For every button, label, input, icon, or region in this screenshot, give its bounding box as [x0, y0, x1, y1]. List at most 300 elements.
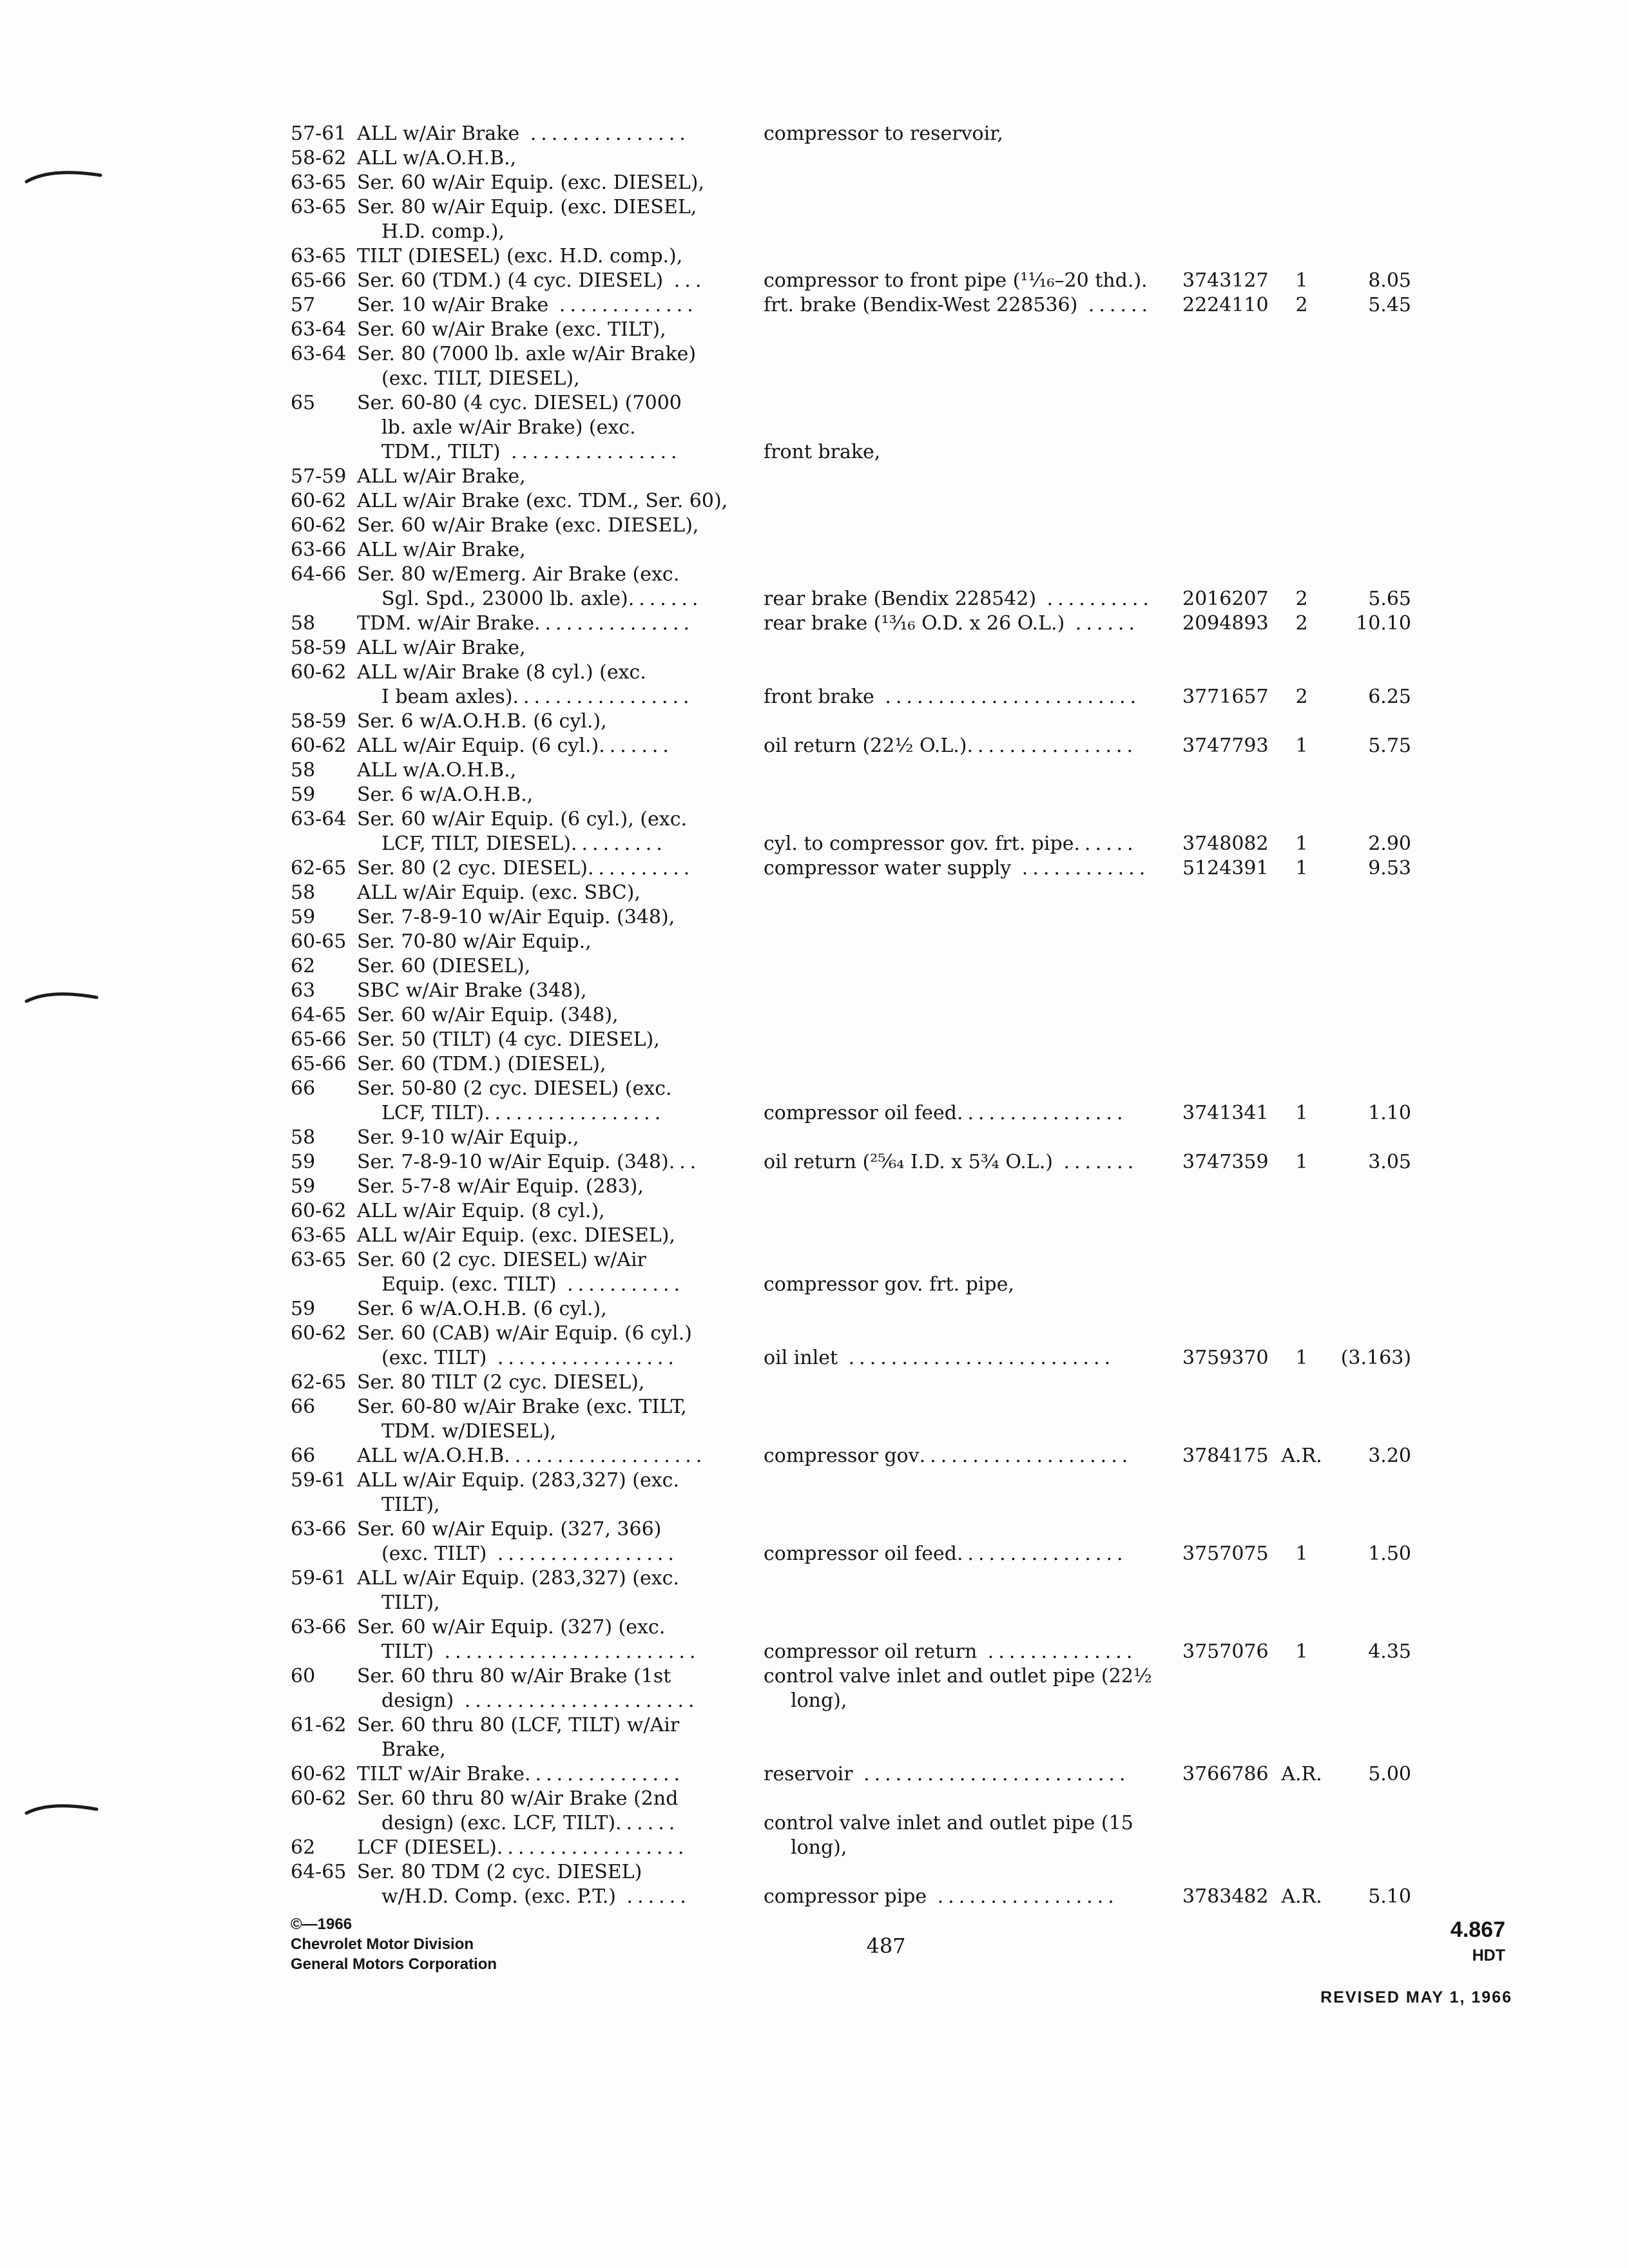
part-number: 3747793 — [1182, 735, 1269, 757]
part-number: 5124391 — [1182, 857, 1269, 879]
model-year: 60-62 — [291, 1200, 347, 1222]
part-name: compressor oil feed................ — [764, 1542, 1128, 1565]
copyright-notice: ©—1966 — [291, 1916, 352, 1933]
table-row — [0, 930, 1629, 954]
vehicle-application: TILT (DIESEL) (exc. H.D. comp.), — [357, 245, 683, 267]
part-name: oil return (²⁵⁄₆₄ I.D. x 5¾ O.L.) ....... — [764, 1151, 1139, 1173]
table-row — [0, 269, 1629, 293]
table-row — [0, 1640, 1629, 1664]
table-row — [0, 954, 1629, 979]
model-year: 58-59 — [291, 710, 347, 733]
dot-leader: .......... — [1036, 588, 1153, 610]
model-year: 60-62 — [291, 661, 347, 684]
table-row — [0, 1297, 1629, 1321]
table-row — [0, 1175, 1629, 1199]
vehicle-application: LCF (DIESEL).................. — [357, 1836, 689, 1859]
table-row — [0, 709, 1629, 734]
model-year: 60-62 — [291, 1787, 347, 1810]
dot-leader: ........................ — [874, 686, 1141, 708]
dot-leader: ............... — [534, 612, 695, 635]
table-row — [0, 807, 1629, 832]
table-row — [0, 318, 1629, 342]
dot-leader: ......... — [570, 832, 667, 855]
table-row — [0, 832, 1629, 856]
part-name: control valve inlet and outlet pipe (15 — [764, 1812, 1133, 1834]
model-year: 65-66 — [291, 1028, 347, 1051]
dot-leader: ................. — [484, 1102, 666, 1124]
publisher-division: Chevrolet Motor Division — [291, 1936, 474, 1953]
vehicle-application: ALL w/Air Equip. (8 cyl.), — [357, 1200, 605, 1222]
model-year: 57-61 — [291, 122, 347, 145]
dot-leader: ................ — [956, 1102, 1128, 1124]
vehicle-application-continued: w/H.D. Comp. (exc. P.T.) ...... — [381, 1885, 691, 1908]
model-year: 58 — [291, 881, 316, 904]
table-row — [0, 1591, 1629, 1615]
table-row — [0, 538, 1629, 562]
vehicle-application: Ser. 5-7-8 w/Air Equip. (283), — [357, 1175, 644, 1198]
model-year: 64-65 — [291, 1861, 347, 1883]
model-year: 63-65 — [291, 196, 347, 218]
vehicle-application-continued: lb. axle w/Air Brake) (exc. — [381, 416, 636, 439]
dot-leader: ................... — [504, 1445, 707, 1467]
model-year: 60-62 — [291, 735, 347, 757]
table-row — [0, 587, 1629, 611]
vehicle-application: Ser. 10 w/Air Brake ............. — [357, 294, 698, 316]
table-row — [0, 1346, 1629, 1370]
part-number: 3743127 — [1182, 269, 1269, 292]
part-name: compressor gov. frt. pipe, — [764, 1273, 1014, 1296]
vehicle-application: Ser. 80 (7000 lb. axle w/Air Brake) — [357, 343, 697, 365]
quantity: 1 — [1295, 735, 1308, 757]
dot-leader: ................ — [956, 1542, 1128, 1565]
model-year: 66 — [291, 1396, 316, 1418]
table-row — [0, 1101, 1629, 1126]
quantity: 1 — [1295, 1347, 1308, 1369]
table-row — [0, 122, 1629, 146]
model-year: 60-62 — [291, 1763, 347, 1785]
vehicle-application-continued: TILT) ........................ — [381, 1640, 700, 1663]
model-year: 60-62 — [291, 514, 347, 537]
model-year: 59-61 — [291, 1567, 347, 1590]
model-year: 62 — [291, 1836, 316, 1859]
table-row — [0, 660, 1629, 685]
vehicle-application: Ser. 6 w/A.O.H.B., — [357, 783, 534, 806]
list-price: 8.05 — [1368, 269, 1411, 292]
table-row — [0, 636, 1629, 660]
table-row — [0, 146, 1629, 171]
model-year: 63-66 — [291, 539, 347, 561]
quantity: A.R. — [1281, 1885, 1322, 1908]
vehicle-application: Ser. 50-80 (2 cyc. DIESEL) (exc. — [357, 1077, 672, 1100]
part-name: control valve inlet and outlet pipe (22½ — [764, 1665, 1152, 1687]
vehicle-application-continued: TILT), — [381, 1591, 440, 1614]
vehicle-application: TDM. w/Air Brake............... — [357, 612, 695, 635]
list-price: 1.10 — [1368, 1102, 1411, 1124]
table-row — [0, 1395, 1629, 1419]
dot-leader: ............. — [548, 294, 698, 316]
table-row — [0, 1811, 1629, 1836]
part-name-continued: long), — [791, 1836, 847, 1859]
part-name: compressor to front pipe (¹¹⁄₁₆–20 thd.). — [764, 269, 1148, 292]
vehicle-application: Ser. 60 thru 80 w/Air Brake (2nd — [357, 1787, 679, 1810]
model-year: 60 — [291, 1665, 316, 1687]
vehicle-application: Ser. 6 w/A.O.H.B. (6 cyl.), — [357, 1298, 607, 1320]
table-row — [0, 1566, 1629, 1591]
table-row — [0, 783, 1629, 807]
part-name: oil inlet ......................... — [764, 1347, 1115, 1369]
part-name: rear brake (Bendix 228542) .......... — [764, 588, 1153, 610]
part-name: oil return (22½ O.L.)................ — [764, 735, 1138, 757]
model-year: 62 — [291, 955, 316, 977]
model-year: 58 — [291, 759, 316, 782]
vehicle-application: Ser. 60 w/Air Equip. (327, 366) — [357, 1518, 662, 1541]
section-code: HDT — [1472, 1946, 1505, 1965]
dot-leader: .............. — [977, 1640, 1137, 1663]
table-row — [0, 1273, 1629, 1297]
table-row — [0, 979, 1629, 1003]
table-row — [0, 1052, 1629, 1077]
vehicle-application: ALL w/Air Equip. (283,327) (exc. — [357, 1567, 679, 1590]
vehicle-application: ALL w/A.O.H.B., — [357, 759, 517, 782]
quantity: 1 — [1295, 1151, 1308, 1173]
vehicle-application: ALL w/Air Brake (8 cyl.) (exc. — [357, 661, 646, 684]
model-year: 66 — [291, 1077, 316, 1100]
table-row — [0, 1321, 1629, 1346]
model-year: 63-66 — [291, 1616, 347, 1639]
list-price: 5.10 — [1368, 1885, 1411, 1908]
quantity: A.R. — [1281, 1763, 1322, 1785]
table-row — [0, 1860, 1629, 1885]
revision-date: REVISED MAY 1, 1966 — [1320, 1988, 1512, 2006]
list-price: 5.75 — [1368, 735, 1411, 757]
model-year: 63 — [291, 979, 316, 1002]
dot-leader: ...... — [616, 1885, 691, 1908]
vehicle-application: Ser. 70-80 w/Air Equip., — [357, 930, 592, 953]
list-price: 5.00 — [1368, 1763, 1411, 1785]
quantity: 1 — [1295, 1102, 1308, 1124]
model-year: 63-65 — [291, 171, 347, 194]
model-year: 58-62 — [291, 147, 347, 169]
vehicle-application-continued: design) (exc. LCF, TILT)...... — [381, 1812, 680, 1834]
part-name: compressor oil return .............. — [764, 1640, 1137, 1663]
vehicle-application: Ser. 60 thru 80 (LCF, TILT) w/Air — [357, 1714, 680, 1736]
table-row — [0, 1542, 1629, 1566]
model-year: 57 — [291, 294, 316, 316]
vehicle-application: ALL w/Air Brake, — [357, 637, 526, 659]
table-row — [0, 367, 1629, 391]
dot-leader: ...................... — [454, 1689, 699, 1712]
model-year: 63-64 — [291, 318, 347, 341]
list-price: 3.05 — [1368, 1151, 1411, 1173]
model-year: 66 — [291, 1445, 316, 1467]
list-price: 10.10 — [1356, 612, 1411, 635]
section-number: 4.867 — [1450, 1917, 1505, 1942]
vehicle-application: Ser. 60 w/Air Equip. (327) (exc. — [357, 1616, 666, 1639]
dot-leader: ................. — [487, 1347, 679, 1369]
model-year: 63-65 — [291, 1224, 347, 1247]
part-name: reservoir ......................... — [764, 1763, 1130, 1785]
vehicle-application-continued: LCF, TILT)................. — [381, 1102, 666, 1124]
table-row — [0, 1444, 1629, 1468]
table-row — [0, 1028, 1629, 1052]
table-row — [0, 465, 1629, 489]
part-number: 2224110 — [1182, 294, 1269, 316]
vehicle-application-continued: TILT), — [381, 1494, 440, 1516]
quantity: 1 — [1295, 1542, 1308, 1565]
vehicle-application: Ser. 80 TDM (2 cyc. DIESEL) — [357, 1861, 642, 1883]
list-price: 2.90 — [1368, 832, 1411, 855]
table-row — [0, 514, 1629, 538]
table-row — [0, 734, 1629, 758]
model-year: 64-65 — [291, 1004, 347, 1026]
vehicle-application: Ser. 6 w/A.O.H.B. (6 cyl.), — [357, 710, 607, 733]
dot-leader: ....... — [1052, 1151, 1139, 1173]
part-number: 3757076 — [1182, 1640, 1269, 1663]
dot-leader: ................. — [512, 686, 694, 708]
vehicle-application: ALL w/Air Brake (exc. TDM., Ser. 60), — [357, 490, 728, 512]
vehicle-application: ALL w/Air Brake, — [357, 539, 526, 561]
part-name: cyl. to compressor gov. frt. pipe...... — [764, 832, 1138, 855]
part-name: compressor gov.................... — [764, 1445, 1133, 1467]
table-row — [0, 1836, 1629, 1860]
part-name: compressor pipe ................. — [764, 1885, 1119, 1908]
part-number: 3741341 — [1182, 1102, 1269, 1124]
model-year: 63-65 — [291, 1249, 347, 1271]
vehicle-application: Ser. 60 w/Air Equip. (exc. DIESEL), — [357, 171, 705, 194]
vehicle-application: Ser. 60 w/Air Brake (exc. DIESEL), — [357, 514, 699, 537]
vehicle-application: ALL w/Air Equip. (6 cyl.)....... — [357, 735, 673, 757]
vehicle-application: Ser. 9-10 w/Air Equip., — [357, 1126, 579, 1149]
model-year: 62-65 — [291, 857, 347, 879]
vehicle-application-continued: Sgl. Spd., 23000 lb. axle)....... — [381, 588, 703, 610]
table-row — [0, 1787, 1629, 1811]
part-number: 2094893 — [1182, 612, 1269, 635]
model-year: 59 — [291, 906, 316, 928]
table-row — [0, 220, 1629, 244]
table-row — [0, 1126, 1629, 1150]
vehicle-application: Ser. 60-80 w/Air Brake (exc. TILT, — [357, 1396, 687, 1418]
model-year: 59-61 — [291, 1469, 347, 1492]
table-row — [0, 1468, 1629, 1493]
table-row — [0, 1517, 1629, 1542]
dot-leader: ........................ — [434, 1640, 700, 1663]
model-year: 63-66 — [291, 1518, 347, 1541]
table-row — [0, 1713, 1629, 1738]
model-year: 60-62 — [291, 490, 347, 512]
list-price: 9.53 — [1368, 857, 1411, 879]
table-row — [0, 195, 1629, 220]
list-price: 4.35 — [1368, 1640, 1411, 1663]
part-number: 3766786 — [1182, 1763, 1269, 1785]
model-year: 59 — [291, 1151, 316, 1173]
list-price: (3.163) — [1340, 1347, 1411, 1369]
table-row — [0, 562, 1629, 587]
model-year: 58 — [291, 612, 316, 635]
vehicle-application: Ser. 80 (2 cyc. DIESEL).......... — [357, 857, 695, 879]
part-number: 3783482 — [1182, 1885, 1269, 1908]
dot-leader: ...... — [1077, 294, 1153, 316]
dot-leader: ............ — [1011, 857, 1150, 879]
table-row — [0, 1003, 1629, 1028]
page-number: 487 — [866, 1934, 906, 1958]
dot-leader: ............... — [519, 122, 690, 145]
table-row — [0, 244, 1629, 269]
vehicle-application: ALL w/A.O.H.B., — [357, 147, 517, 169]
vehicle-application-continued: H.D. comp.), — [381, 220, 505, 243]
vehicle-application-continued: TDM., TILT) ................ — [381, 441, 682, 463]
table-row — [0, 1493, 1629, 1517]
quantity: 1 — [1295, 832, 1308, 855]
vehicle-application: Ser. 7-8-9-10 w/Air Equip. (348)... — [357, 1151, 701, 1173]
dot-leader: ................ — [500, 441, 682, 463]
vehicle-application: ALL w/Air Equip. (exc. SBC), — [357, 881, 641, 904]
quantity: A.R. — [1281, 1445, 1322, 1467]
table-row — [0, 489, 1629, 514]
table-row — [0, 391, 1629, 416]
part-number: 3747359 — [1182, 1151, 1269, 1173]
vehicle-application: ALL w/Air Equip. (exc. DIESEL), — [357, 1224, 675, 1247]
vehicle-application: Ser. 80 w/Air Equip. (exc. DIESEL, — [357, 196, 697, 218]
table-row — [0, 440, 1629, 465]
parts-listing — [0, 122, 1629, 1909]
dot-leader: .................... — [919, 1445, 1133, 1467]
model-year: 58-59 — [291, 637, 347, 659]
model-year: 62-65 — [291, 1371, 347, 1394]
quantity: 2 — [1295, 612, 1308, 635]
dot-leader: ................. — [927, 1885, 1119, 1908]
vehicle-application: Ser. 60 (2 cyc. DIESEL) w/Air — [357, 1249, 646, 1271]
table-row — [0, 342, 1629, 367]
vehicle-application-continued: (exc. TILT) ................. — [381, 1347, 679, 1369]
quantity: 1 — [1295, 1640, 1308, 1663]
table-row — [0, 881, 1629, 905]
vehicle-application: ALL w/Air Brake, — [357, 465, 526, 488]
vehicle-application: Ser. 60 (CAB) w/Air Equip. (6 cyl.) — [357, 1322, 692, 1345]
dot-leader: ........... — [556, 1273, 685, 1296]
vehicle-application: Ser. 60 w/Air Equip. (6 cyl.), (exc. — [357, 808, 688, 831]
dot-leader: ............... — [525, 1763, 685, 1785]
dot-leader: ................. — [487, 1542, 679, 1565]
vehicle-application-continued: (exc. TILT) ................. — [381, 1542, 679, 1565]
part-name: compressor oil feed................ — [764, 1102, 1128, 1124]
table-row — [0, 1664, 1629, 1689]
part-name: front brake ........................ — [764, 686, 1141, 708]
part-number: 3771657 — [1182, 686, 1269, 708]
vehicle-application: Ser. 60 (TDM.) (DIESEL), — [357, 1053, 606, 1075]
table-row — [0, 293, 1629, 318]
dot-leader: ...... — [615, 1812, 680, 1834]
model-year: 65-66 — [291, 1053, 347, 1075]
table-row — [0, 758, 1629, 783]
table-row — [0, 1689, 1629, 1713]
vehicle-application-continued: Brake, — [381, 1738, 446, 1761]
dot-leader: ......................... — [838, 1347, 1115, 1369]
table-row — [0, 416, 1629, 440]
table-row — [0, 905, 1629, 930]
table-row — [0, 171, 1629, 195]
table-row — [0, 611, 1629, 636]
vehicle-application: Ser. 60 thru 80 w/Air Brake (1st — [357, 1665, 671, 1687]
list-price: 6.25 — [1368, 686, 1411, 708]
model-year: 60-62 — [291, 1322, 347, 1345]
table-row — [0, 1370, 1629, 1395]
list-price: 5.45 — [1368, 294, 1411, 316]
publisher-corporation: General Motors Corporation — [291, 1956, 497, 1973]
vehicle-application-continued: Equip. (exc. TILT) ........... — [381, 1273, 685, 1296]
vehicle-application-continued: (exc. TILT, DIESEL), — [381, 367, 580, 390]
dot-leader: ....... — [628, 588, 703, 610]
part-name: front brake, — [764, 441, 881, 463]
list-price: 3.20 — [1368, 1445, 1411, 1467]
vehicle-application: Ser. 60 w/Air Equip. (348), — [357, 1004, 619, 1026]
table-row — [0, 1419, 1629, 1444]
table-row — [0, 1762, 1629, 1787]
vehicle-application: ALL w/A.O.H.B................... — [357, 1445, 707, 1467]
model-year: 57-59 — [291, 465, 347, 488]
dot-leader: .......... — [587, 857, 695, 879]
vehicle-application: ALL w/Air Brake ............... — [357, 122, 690, 145]
vehicle-application: Ser. 50 (TILT) (4 cyc. DIESEL), — [357, 1028, 660, 1051]
part-name: rear brake (¹³⁄₁₆ O.D. x 26 O.L.) ...... — [764, 612, 1140, 635]
table-row — [0, 1248, 1629, 1273]
part-name-continued: long), — [791, 1689, 847, 1712]
vehicle-application: Ser. 80 w/Emerg. Air Brake (exc. — [357, 563, 680, 586]
vehicle-application-continued: LCF, TILT, DIESEL)......... — [381, 832, 667, 855]
table-row — [0, 1199, 1629, 1224]
quantity: 1 — [1295, 269, 1308, 292]
table-row — [0, 1615, 1629, 1640]
part-name: compressor water supply ............ — [764, 857, 1150, 879]
part-number: 2016207 — [1182, 588, 1269, 610]
vehicle-application: Ser. 80 TILT (2 cyc. DIESEL), — [357, 1371, 645, 1394]
dot-leader: .................. — [496, 1836, 689, 1859]
vehicle-application-continued: I beam axles)................. — [381, 686, 694, 708]
quantity: 2 — [1295, 588, 1308, 610]
list-price: 5.65 — [1368, 588, 1411, 610]
vehicle-application: Ser. 60 (DIESEL), — [357, 955, 531, 977]
list-price: 1.50 — [1368, 1542, 1411, 1565]
table-row — [0, 1150, 1629, 1175]
vehicle-application: Ser. 60-80 (4 cyc. DIESEL) (7000 — [357, 392, 682, 414]
vehicle-application: SBC w/Air Brake (348), — [357, 979, 587, 1002]
dot-leader: ................ — [967, 735, 1138, 757]
model-year: 65 — [291, 392, 316, 414]
table-row — [0, 1224, 1629, 1248]
model-year: 63-64 — [291, 808, 347, 831]
vehicle-application: Ser. 60 w/Air Brake (exc. TILT), — [357, 318, 666, 341]
vehicle-application: TILT w/Air Brake............... — [357, 1763, 685, 1785]
model-year: 61-62 — [291, 1714, 347, 1736]
part-number: 3759370 — [1182, 1347, 1269, 1369]
vehicle-application: Ser. 7-8-9-10 w/Air Equip. (348), — [357, 906, 675, 928]
quantity: 2 — [1295, 686, 1308, 708]
part-name: compressor to reservoir, — [764, 122, 1003, 145]
model-year: 58 — [291, 1126, 316, 1149]
model-year: 60-65 — [291, 930, 347, 953]
table-row — [0, 1077, 1629, 1101]
dot-leader: ... — [663, 269, 706, 292]
table-row — [0, 1738, 1629, 1762]
vehicle-application-continued: design) ...................... — [381, 1689, 699, 1712]
part-name: frt. brake (Bendix-West 228536) ...... — [764, 294, 1153, 316]
dot-leader: ...... — [1065, 612, 1140, 635]
model-year: 59 — [291, 1298, 316, 1320]
quantity: 1 — [1295, 857, 1308, 879]
part-number: 3784175 — [1182, 1445, 1269, 1467]
dot-leader: ....... — [599, 735, 673, 757]
vehicle-application: Ser. 60 (TDM.) (4 cyc. DIESEL) ... — [357, 269, 706, 292]
part-number: 3757075 — [1182, 1542, 1269, 1565]
